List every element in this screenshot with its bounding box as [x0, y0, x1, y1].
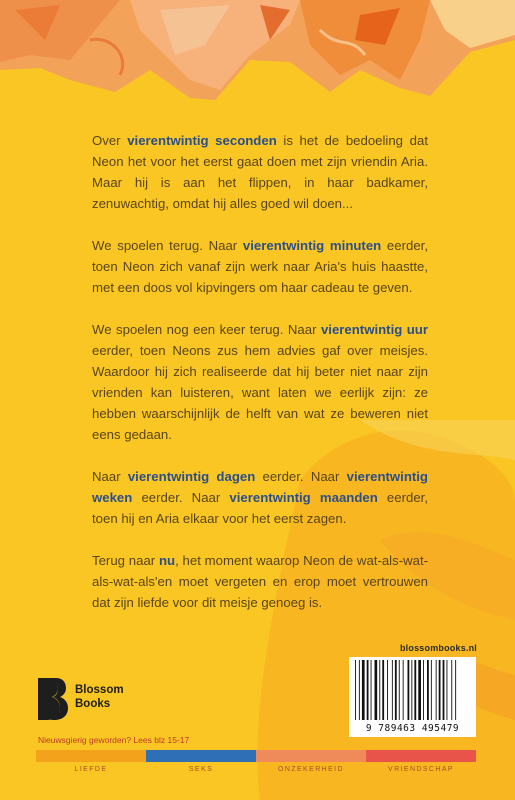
double-b-logo-icon: [36, 676, 68, 722]
publisher-name: [75, 683, 124, 711]
barcode-icon: [353, 660, 472, 720]
paragraph-2: We spoelen terug. Naar vierentwintig minuten eerder, toen Neon zich vanaf zijn werk naar Aria's huis haastte, met een doos vol kipvingers om haar cadeau te geven.: [92, 238, 428, 295]
strip-segment-seks: [146, 750, 256, 762]
paragraph-1: Over vierentwintig seconden is het de bedoeling dat Neon het voor het eerst gaat doen met zijn vriendin Aria. Maar hij is aan het flippen, in haar badkamer, zenuwachtig, omdat hij alles goed wil doen...: [92, 133, 428, 211]
theme-labels: [36, 766, 476, 773]
highlight-days: vierentwintig dagen: [127, 469, 256, 484]
paragraph-5: Terug naar nu, het moment waarop Neon de wat-als-wat-als-wat-als'en moet vergeten en erop moet vertrouwen dat zijn liefde voor dit meisje genoeg is.: [92, 553, 428, 610]
publisher-name-line2: Books: [75, 698, 111, 710]
theme-label-seks: SEKS: [188, 766, 214, 773]
top-painted-artwork: [0, 0, 515, 115]
strip-segment-vriendschap: [366, 750, 476, 762]
highlight-hours: vierentwintig uur: [320, 322, 428, 337]
theme-label-vriendschap: VRIENDSCHAP: [388, 766, 454, 773]
strip-segment-liefde: [36, 750, 146, 762]
back-cover-text: [92, 130, 428, 634]
theme-label-onzekerheid: ONZEKERHEID: [278, 766, 344, 773]
highlight-weeks: vierentwintig weken: [92, 469, 428, 505]
strip-segment-onzekerheid: [256, 750, 366, 762]
isbn-barcode: [349, 657, 476, 737]
highlight-now: nu: [158, 553, 176, 568]
paragraph-4: Naar vierentwintig dagen eerder. Naar vierentwintig weken eerder. Naar vierentwintig maanden eerder, toen hij en Aria elkaar voor het eerst zagen.: [92, 469, 428, 526]
publisher-name-line1: Blossom: [75, 684, 124, 696]
publisher-url[interactable]: blossombooks.nl: [399, 643, 477, 653]
paragraph-3: We spoelen nog een keer terug. Naar vierentwintig uur eerder, toen Neons zus hem advies gaf over meisjes. Waardoor hij zich realiseerde dat hij beter niet naar zijn vrienden kan luisteren, want laten we eerlijk zijn: ze hebben waarschijnlijk de helft van wat ze beweren niet eens gedaan.: [92, 322, 428, 442]
theme-color-strip: [36, 750, 476, 762]
highlight-minutes: vierentwintig minuten: [242, 238, 382, 253]
highlight-seconds: vierentwintig seconden: [127, 133, 277, 148]
teaser-text: Nieuwsgierig geworden? Lees blz 15-17: [38, 735, 190, 745]
theme-label-liefde: LIEFDE: [74, 766, 108, 773]
isbn-number: 9 789463 495479: [365, 723, 460, 734]
highlight-months: vierentwintig maanden: [229, 490, 378, 505]
